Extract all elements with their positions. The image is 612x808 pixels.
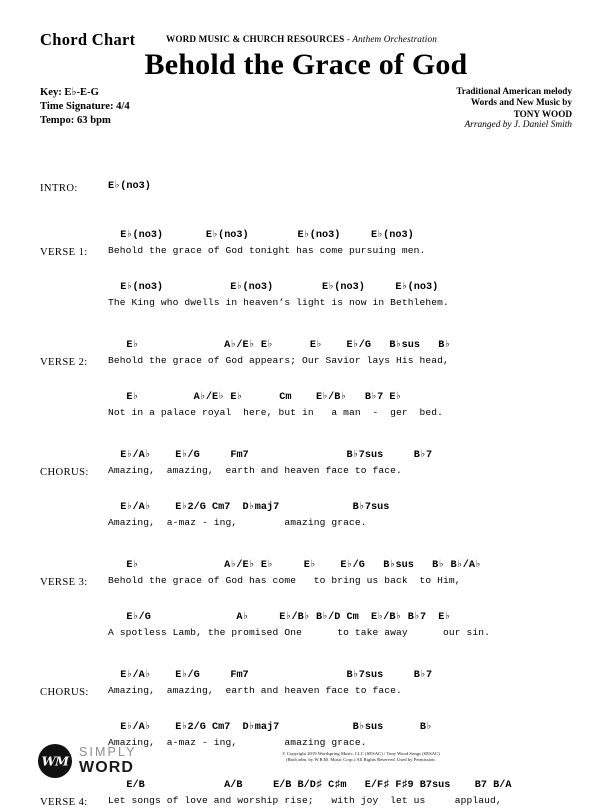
lyric-line: Behold the grace of God appears; Our Savior lays His head, (108, 355, 449, 366)
chord-lyric-grid (108, 500, 578, 530)
chord-line: E♭ A♭/E♭ E♭ Cm E♭/B♭ B♭7 E♭ (108, 392, 402, 403)
chord-line: E♭/A♭ E♭/G Fm7 B♭7sus B♭7 (108, 450, 433, 461)
wm-monogram-icon (38, 744, 72, 778)
lyric-line: Amazing, a-maz - ing, amazing grace. (108, 737, 367, 748)
phrase-spacer (0, 368, 612, 382)
phrase-spacer (0, 698, 612, 712)
lyric-line: Behold the grace of God tonight has come pursuing men. (108, 245, 426, 256)
section-label: VERSE 2: (40, 357, 88, 368)
chord-line: E♭/G A♭ E♭/B♭ B♭/D Cm E♭/B♭ B♭7 E♭ (108, 612, 451, 623)
chord-lyric-grid (108, 338, 578, 368)
chart-phrase (0, 660, 612, 698)
chord-line: E♭(no3) (108, 181, 151, 192)
chart-section (0, 330, 612, 420)
lyric-line: Behold the grace of God has come to bring us back to Him, (108, 575, 461, 586)
chart-phrase (0, 550, 612, 588)
copyright-line-1: © Copyright 2019 Wordspring Music, LLC (SESAC) / Tony Wood Songs (SESAC) (282, 750, 440, 756)
lyric-line: A spotless Lamb, the promised One to take away our sin. (108, 627, 491, 638)
chart-section (0, 148, 612, 194)
credits-block (456, 86, 572, 132)
chart-section (0, 440, 612, 530)
chord-lyric-grid (108, 558, 578, 588)
time-signature-line: Time Signature: 4/4 (40, 101, 130, 112)
chord-lyric-grid (108, 179, 578, 194)
song-meta-block (40, 86, 130, 128)
phrase-spacer (0, 478, 612, 492)
credit-words-music: Words and New Music by (470, 97, 572, 108)
logo-word-text: WORD (79, 758, 135, 776)
chord-line: E♭(no3) E♭(no3) E♭(no3) E♭(no3) (108, 230, 414, 241)
section-spacer (0, 310, 612, 330)
phrase-spacer (0, 258, 612, 272)
imprint-subtitle: - Anthem Orchestration (346, 34, 437, 44)
chart-phrase (0, 440, 612, 478)
chart-phrase (0, 492, 612, 530)
chart-sections (0, 148, 612, 808)
chord-line: E♭/A♭ E♭2/G Cm7 D♭maj7 B♭7sus (108, 502, 390, 513)
chord-line: E/B A/B E/B B/D♯ C♯m E/F♯ F♯9 B7sus B7 B/A (108, 780, 512, 791)
chord-line: E♭/A♭ E♭2/G Cm7 D♭maj7 B♭sus B♭ (108, 722, 433, 733)
imprint-name: WORD MUSIC & CHURCH RESOURCES (166, 34, 345, 44)
chart-phrase (0, 220, 612, 258)
section-spacer (0, 530, 612, 550)
credit-arranger: Arranged by J. Daniel Smith (464, 120, 572, 131)
lyric-line: Amazing, amazing, earth and heaven face to face. (108, 685, 402, 696)
chart-type-label: Chord Chart (40, 30, 136, 49)
chart-section (0, 550, 612, 640)
chord-lyric-grid (108, 390, 578, 420)
chart-section (0, 220, 612, 310)
copyright-line-2: (Both adm. by W.B.M. Music Corp.) All Rights Reserved. Used by Permission. (286, 757, 436, 763)
logo-wordmark (79, 746, 137, 776)
chord-lyric-grid (108, 280, 578, 310)
section-spacer (0, 640, 612, 660)
section-label: VERSE 4: (40, 797, 88, 808)
lyric-line: Not in a palace royal here, but in a man - ger bed. (108, 407, 443, 418)
chord-line: E♭ A♭/E♭ E♭ E♭ E♭/G B♭sus B♭ (108, 340, 451, 351)
chord-line: E♭(no3) E♭(no3) E♭(no3) E♭(no3) (108, 282, 439, 293)
chord-line: E♭ A♭/E♭ E♭ E♭ E♭/G B♭sus B♭ B♭/A♭ (108, 560, 482, 571)
chord-lyric-grid (108, 610, 578, 640)
page-header (0, 30, 612, 81)
section-label: INTRO: (40, 183, 78, 194)
page-title: Behold the Grace of God (144, 48, 468, 81)
lyric-line: Amazing, amazing, earth and heaven face to face. (108, 465, 402, 476)
chord-line: E♭/A♭ E♭/G Fm7 B♭7sus B♭7 (108, 670, 433, 681)
chord-lyric-grid (108, 668, 578, 698)
logo-simply-text: SIMPLY (79, 745, 137, 760)
chord-lyric-grid (108, 448, 578, 478)
section-spacer (0, 420, 612, 440)
phrase-spacer (0, 588, 612, 602)
page-footer (0, 722, 612, 792)
chart-phrase (0, 382, 612, 420)
simply-word-logo (38, 744, 137, 778)
chord-lyric-grid (108, 228, 578, 258)
section-label: CHORUS: (40, 687, 89, 698)
key-line: Key: E♭-E-G (40, 87, 99, 98)
section-label: VERSE 3: (40, 577, 88, 588)
tempo-line: Tempo: 63 bpm (40, 115, 111, 126)
chart-phrase (0, 272, 612, 310)
lyric-line: Amazing, a-maz - ing, amazing grace. (108, 517, 367, 528)
lyric-line: The King who dwells in heaven’s light is now in Bethlehem. (108, 297, 449, 308)
chart-phrase (0, 330, 612, 368)
section-label: CHORUS: (40, 467, 89, 478)
chart-phrase (0, 148, 612, 194)
publisher-imprint (166, 34, 437, 44)
credit-composer: TONY WOOD (513, 108, 572, 119)
section-spacer (0, 194, 612, 220)
chart-phrase (0, 602, 612, 640)
wm-monogram-text: WM (41, 753, 69, 769)
copyright-notice (150, 751, 572, 764)
section-label: VERSE 1: (40, 247, 88, 258)
credit-melody: Traditional American melody (456, 86, 572, 96)
lyric-line: Let songs of love and worship rise; with joy let us applaud, (108, 795, 502, 806)
